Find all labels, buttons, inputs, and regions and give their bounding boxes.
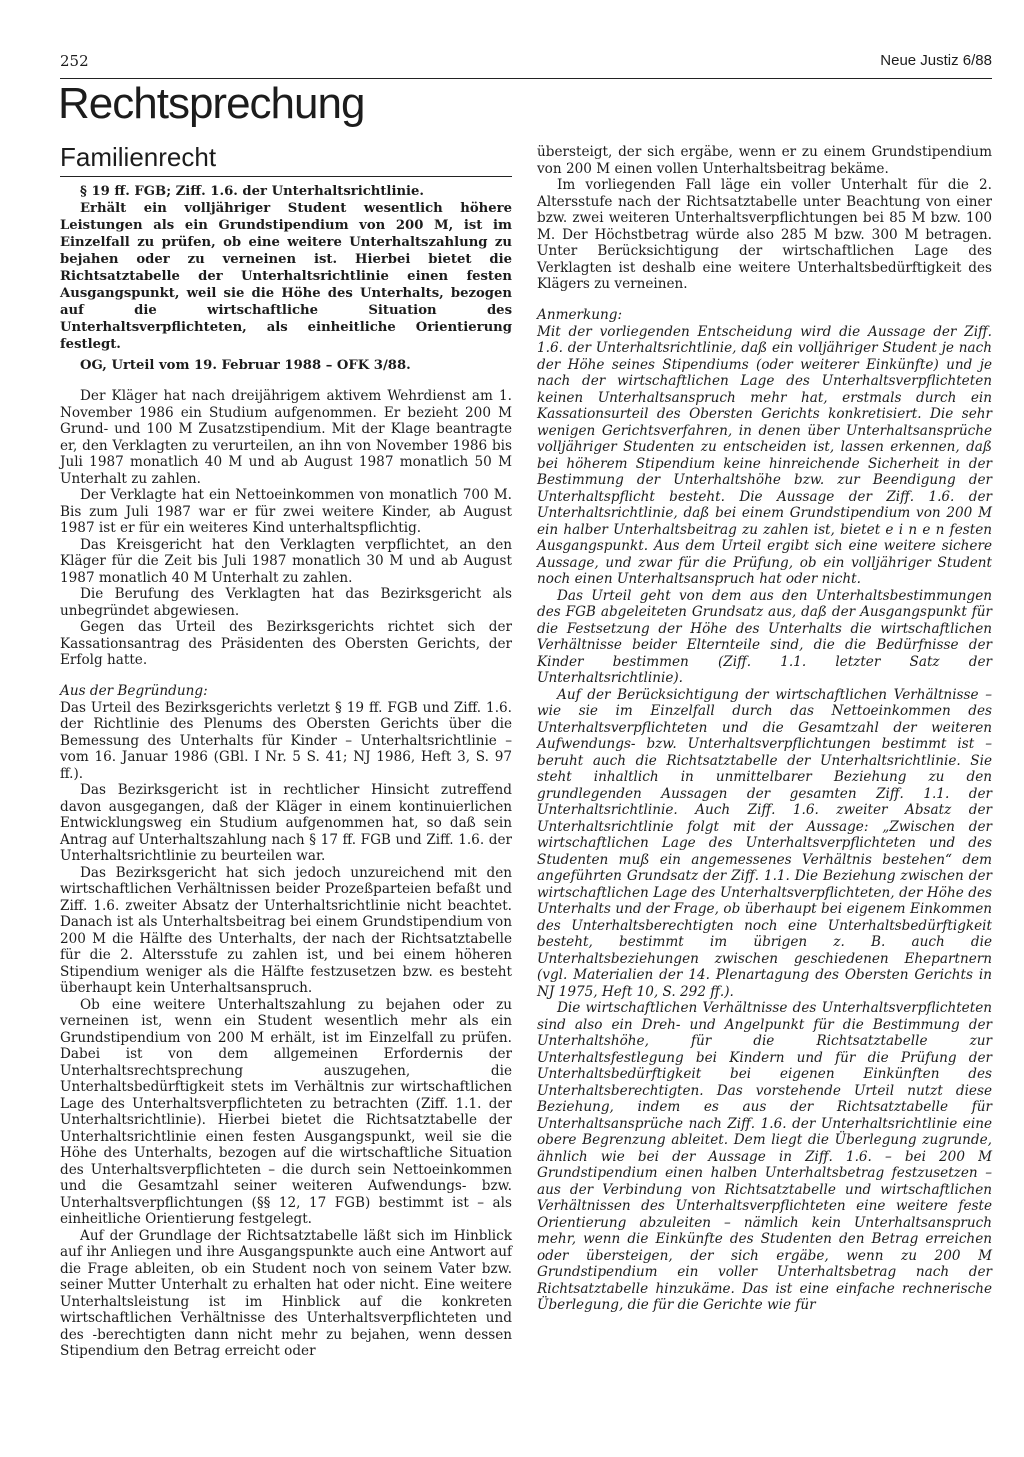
reasoning-paragraph: Das Bezirksgericht hat sich jedoch unzureichend mit den wirtschaftlichen Verhältnissen beider Prozeßparteien befaßt und Ziff. 1.6. zweiter Absatz der Unterhaltsrichtlinie nicht beachtet. Danach ist als Unterhaltsbeitrag bei einem Grundstipendium von 200 M die Hälfte des Unterhalts, der nach der Richtsatztabelle für die 2. Altersstufe zu zahlen ist, und bei einem höheren Stipendium weniger als die Hälfte festzusetzen bzw. es besteht überhaupt kein Unterhaltsanspruch. <box>60 864 512 996</box>
page-number: 252 <box>60 52 89 70</box>
annotation-paragraph: Das Urteil geht von dem aus den Unterhaltsbestimmungen des FGB abgeleiteten Grundsatz aus, daß der Ausgangspunkt für die Festsetzung der Höhe des Unterhalts die wirtschaftlichen Verhältnisse beider Elternteile sind, die die Bedürfnisse der Kinder bestimmen (Ziff. 1.1. letzter Satz der Unterhaltsrichtlinie). <box>537 587 992 686</box>
headnote-statute: § 19 ff. FGB; Ziff. 1.6. der Unterhaltsrichtlinie. <box>80 184 425 199</box>
reasoning-paragraph: Ob eine weitere Unterhaltszahlung zu bejahen oder zu verneinen ist, wenn ein Student wesentlich mehr als ein Grundstipendium von 200 M erhält, ist im Einzelfall zu prüfen. Dabei ist von dem allgemeinen Erfordernis der Unterhaltsrechtsprechung auszugehen, die Unterhaltsbedürftigkeit stets im Verhältnis zur wirtschaftlichen Lage des Unterhaltsverpflichteten zu betrachten (Ziff. 1.1. der Unterhaltsrichtlinie). Hierbei bietet die Richtsatztabelle der Unterhaltsrichtlinie einen festen Ausgangspunkt, weil sie die Höhe des Unterhalts, bezogen auf die wirtschaftliche Situation des Unterhaltsverpflichteten – die durch sein Nettoeinkommen und die Gesamtzahl seiner weiteren Aufwendungs- bzw. Unterhaltsverpflichtungen (§§ 12, 17 FGB) bestimmt ist – als einheitliche Orientierung festgelegt. <box>60 996 512 1227</box>
facts-paragraph: Gegen das Urteil des Bezirksgerichts richtet sich der Kassationsantrag des Präsidenten des Obersten Gerichts, der Erfolg hatte. <box>60 619 512 668</box>
headnote <box>60 183 512 374</box>
headnote-text: Erhält ein volljähriger Student wesentlich höhere Leistungen als ein Grundstipendium von 200 M, ist im Einzelfall zu prüfen, ob eine weitere Unterhaltszahlung zu bejahen oder zu verneinen ist. Hierbei bietet die Richtsatztabelle der Unterhaltsrichtlinie einen festen Ausgangspunkt, weil sie die Höhe des Unterhalts, bezogen auf die wirtschaftliche Situation des Unterhaltsverpflichteten, als einheitliche Orientierung festlegt. <box>60 201 512 352</box>
reasoning-heading: Aus der Begründung: <box>60 682 208 699</box>
facts <box>60 388 512 669</box>
right-column <box>537 144 992 1314</box>
reasoning-continued <box>537 144 992 293</box>
facts-paragraph: Das Kreisgericht hat den Verklagten verpflichtet, an den Kläger für die Zeit bis Juli 1987 monatlich 30 M und ab August 1987 monatlich 40 M Unterhalt zu zahlen. <box>60 536 512 586</box>
annotation-paragraph: Die wirtschaftlichen Verhältnisse des Unterhaltsverpflichteten sind also ein Dreh- und Angelpunkt für die Bestimmung der Unterhaltshöhe, für die Richtsatztabelle zur Unterhaltsfestlegung bei Kindern und für die Prüfung der Unterhaltsbedürftigkeit bei eigenen Einkünften des Unterhaltsberechtigten. Das vorstehende Urteil nutzt diese Beziehung, indem es aus der Richtsatztabelle für Unterhaltsansprüche nach Ziff. 1.6. der Unterhaltsrichtlinie eine obere Begrenzung ableitet. Dem liegt die Überlegung zugrunde, ähnlich wie bei der Aussage in Ziff. 1.6. – bei 200 M Grundstipendium einen halben Unterhaltsbetrag festzusetzen – aus der Verbindung von Richtsatztabelle und wirtschaftlichen Verhältnissen des Unterhaltsverpflichteten eine weitere feste Orientierung abzuleiten – nämlich kein Unterhaltsanspruch mehr, wenn die Einkünfte des Studenten den Betrag erreichen oder übersteigen, der sich ergäbe, wenn zu 200 M Grundstipendium ein voller Unterhaltsbetrag nach der Richtsatztabelle hinzukäme. Das ist eine einfache rechnerische Überlegung, die für die Gerichte wie für <box>537 1000 992 1313</box>
facts-paragraph: Der Verklagte hat ein Nettoeinkommen von monatlich 700 M. Bis zum Juli 1987 war er für zwei weitere Kinder, ab August 1987 ist er für ein weiteres Kind unterhaltspflichtig. <box>60 487 512 536</box>
subsection-title: Familienrecht <box>60 140 512 177</box>
section-title: Rechtsprechung <box>58 79 365 128</box>
reasoning-paragraph: Das Urteil des Bezirksgerichts verletzt § 19 ff. FGB und Ziff. 1.6. der Richtlinie des Plenums des Obersten Gerichts über die Bemessung des Unterhalts für Kinder – Unterhaltsrichtlinie – vom 16. Januar 1986 (GBl. I Nr. 5 S. 41; NJ 1986, Heft 3, S. 97 ff.). <box>60 699 512 782</box>
journal-reference: Neue Justiz 6/88 <box>880 52 992 69</box>
reasoning-paragraph: Im vorliegenden Fall läge ein voller Unterhalt für die 2. Altersstufe nach der Richtsatztabelle unter Beachtung von einer bzw. zwei weiteren Unterhaltsverpflichtungen bei 85 M bzw. 100 M. Der Höchstbetrag würde also 285 M bzw. 300 M betragen. Unter Berücksichtigung der wirtschaftlichen Lage des Verklagten ist deshalb eine weitere Unterhaltsbedürftigkeit des Klägers zu verneinen. <box>537 177 992 292</box>
annotation-paragraph: Mit der vorliegenden Entscheidung wird die Aussage der Ziff. 1.6. der Unterhaltsrichtlinie, daß ein volljähriger Student je nach der Höhe seines Stipendiums (oder weiterer Einkünfte) und je nach der wirtschaftlichen Lage des Unterhaltsverpflichteten keinen Unterhaltsanspruch mehr hat, erstmals durch ein Kassationsurteil des Obersten Gerichts konkretisiert. Die sehr wenigen Gerichtsverfahren, in denen über Unterhaltsansprüche volljähriger Studenten zu entscheiden ist, lassen erkennen, daß bei höherem Stipendium keine hinreichende Sicherheit in der Bestimmung der Unterhaltshöhe bzw. zur Beendigung der Unterhaltspflicht besteht. Die Aussage der Ziff. 1.6. der Unterhaltsrichtlinie, daß bei einem Grundstipendium von 200 M ein halber Unterhaltsbeitrag zu zahlen ist, bietet e i n e n festen Ausgangspunkt. Aus dem Urteil ergibt sich eine weitere sichere Aussage, und zwar für die Prüfung, ob ein volljähriger Student noch einen Unterhaltsanspruch hat oder nicht. <box>537 323 992 587</box>
annotation-paragraph: Auf der Berücksichtigung der wirtschaftlichen Verhältnisse – wie sie im Einzelfall durch das Nettoeinkommen des Unterhaltsverpflichteten und die Gesamtzahl der weiteren Aufwendungs- bzw. Unterhaltsverpflichtungen bestimmt ist – beruht auch die Richtsatztabelle der Unterhaltsrichtlinie. Sie steht inhaltlich in unmittelbarer Beziehung zu den grundlegenden Aussagen der gesamten Ziff. 1.1. der Unterhaltsrichtlinie. Auch Ziff. 1.6. zweiter Absatz der Unterhaltsrichtlinie folgt mit der Aussage: „Zwischen der wirtschaftlichen Lage des Unterhaltsverpflichteten und des Studenten muß ein angemessenes Verhältnis bestehen“ dem angeführten Grundsatz der Ziff. 1.1. Die Beziehung zwischen der wirtschaftlichen Lage des Unterhaltsverpflichteten, der Höhe des Unterhalts und der Frage, ob überhaupt bei eigenem Einkommen des Unterhaltsberechtigten noch eine Unterhaltsbedürftigkeit besteht, bestimmt im übrigen z. B. auch die Unterhaltsbeziehungen zwischen geschiedenen Ehepartnern (vgl. Materialien der 14. Plenartagung des Obersten Gerichts in NJ 1975, Heft 10, S. 292 ff.). <box>537 686 992 1000</box>
annotation-heading: Anmerkung: <box>537 306 623 323</box>
reasoning-paragraph: übersteigt, der sich ergäbe, wenn er zu einem Grundstipendium von 200 M einen vollen Unterhaltsbeitrag bekäme. <box>537 144 992 177</box>
reasoning <box>60 700 512 1360</box>
facts-paragraph: Der Kläger hat nach dreijährigem aktivem Wehrdienst am 1. November 1986 ein Studium aufgenommen. Er bezieht 200 M Grund- und 100 M Zusatzstipendium. Mit der Klage beantragte er, den Verklagten zu verurteilen, an ihn von November 1986 bis Juli 1987 monatlich 40 M und ab August 1987 monatlich 50 M Unterhalt zu zahlen. <box>60 388 512 487</box>
reasoning-paragraph: Auf der Grundlage der Richtsatztabelle läßt sich im Hinblick auf ihr Anliegen und ihre Ausgangspunkte auch eine Antwort auf die Frage ableiten, ob ein Student noch von seinem Vater bzw. seiner Mutter Unterhalt zu erhalten hat oder nicht. Eine weitere Unterhaltsleistung ist im Hinblick auf die konkreten wirtschaftlichen Verhältnisse des Unterhaltsverpflichteten und des -berechtigten dann nicht mehr zu bejahen, wenn dessen Stipendium den Betrag erreicht oder <box>60 1227 512 1359</box>
headnote-citation: OG, Urteil vom 19. Februar 1988 – OFK 3/88. <box>80 358 411 373</box>
reasoning-paragraph: Das Bezirksgericht ist in rechtlicher Hinsicht zutreffend davon ausgegangen, daß der Kläger in einem kontinuierlichen Entwicklungsweg ein Studium aufgenommen hat, so daß sein Antrag auf Unterhaltszahlung nach § 17 ff. FGB und Ziff. 1.6. der Unterhaltsrichtlinie zu beurteilen war. <box>60 782 512 864</box>
annotation <box>537 324 992 1314</box>
page-header <box>60 52 992 79</box>
left-column <box>60 140 512 1360</box>
facts-paragraph: Die Berufung des Verklagten hat das Bezirksgericht als unbegründet abgewiesen. <box>60 586 512 619</box>
